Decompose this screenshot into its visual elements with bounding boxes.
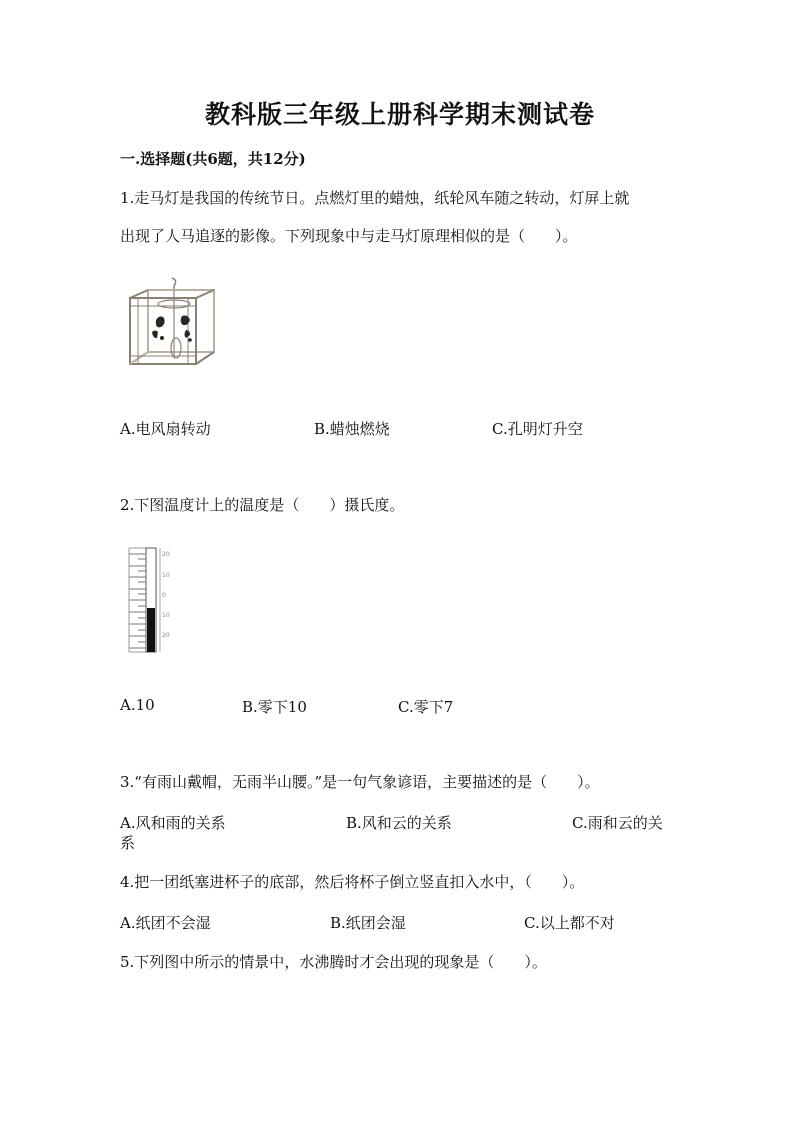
question-5-line-1: 5.下列图中所示的情景中，水沸腾时才会出现的现象是（ ）。	[120, 953, 547, 971]
question-4-option-a: A.纸团不会湿	[120, 914, 211, 932]
question-1-option-c: C.孔明灯升空	[492, 420, 583, 438]
question-2-line-1: 2.下图温度计上的温度是（ ）摄氏度。	[120, 496, 405, 514]
question-3-line-1: 3.“有雨山戴帽，无雨半山腰。”是一句气象谚语，主要描述的是（ ）。	[120, 773, 600, 791]
question-2-option-c: C.零下7	[398, 698, 454, 716]
lantern-illustration	[126, 276, 218, 368]
question-1-option-a: A.电风扇转动	[120, 420, 211, 438]
question-3-option-c: C.雨和云的关	[572, 814, 663, 832]
thermometer-tick-label: 20	[162, 551, 170, 558]
question-1-line-2: 出现了人马追逐的影像。下列现象中与走马灯原理相似的是（ ）。	[120, 227, 578, 245]
section-heading: 一.选择题(共6题，共12分)	[120, 150, 306, 168]
question-4-option-b: B.纸团会湿	[330, 914, 406, 932]
question-2-option-a: A.10	[120, 696, 155, 714]
thermometer-tick-label: 0	[162, 592, 166, 599]
question-2-option-b: B.零下10	[242, 698, 307, 716]
question-4-line-1: 4.把一团纸塞进杯子的底部，然后将杯子倒立竖直扣入水中，（ ）。	[120, 873, 585, 891]
thermometer-illustration	[126, 546, 182, 656]
thermometer-tick-label: 20	[162, 632, 170, 639]
question-3-option-a: A.风和雨的关系	[120, 814, 226, 832]
question-3-option-b: B.风和云的关系	[346, 814, 452, 832]
question-1-option-b: B.蜡烛燃烧	[314, 420, 390, 438]
page-title: 教科版三年级上册科学期末测试卷	[204, 100, 595, 129]
question-3-option-c-wrap: 系	[120, 834, 136, 852]
thermometer-tick-label: 10	[162, 572, 170, 579]
question-4-option-c: C.以上都不对	[524, 914, 615, 932]
question-1-line-1: 1.走马灯是我国的传统节日。点燃灯里的蜡烛，纸轮风车随之转动，灯屏上就	[120, 189, 630, 207]
thermometer-tick-label: 10	[162, 612, 170, 619]
